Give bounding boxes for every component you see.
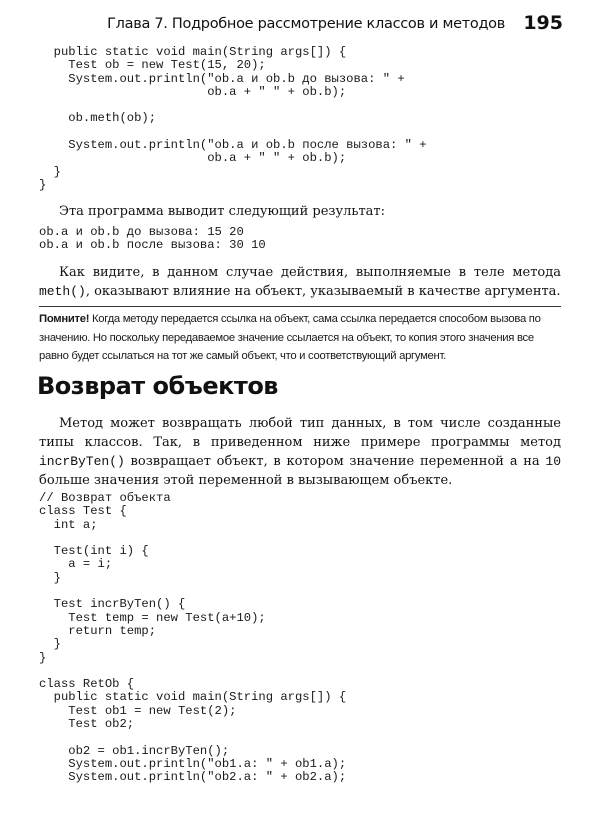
chapter-title: Глава 7. Подробное рассмотрение классов и методов xyxy=(107,16,505,32)
paragraph-effect-text: Как видите, в данном случае действия, выполняемые в теле метода xyxy=(59,265,561,280)
note-divider xyxy=(39,306,561,307)
page-header xyxy=(0,12,600,36)
paragraph-effect xyxy=(39,263,561,301)
program-output-block: ob.a и ob.b до вызова: 15 20 ob.a и ob.b после вызова: 30 10 xyxy=(39,225,266,253)
note-remember xyxy=(39,310,561,366)
paragraph-return-text-1: Метод может возвращать любой тип данных, в том числе созданные типы классов. Так, в приведенном ниже примере программы метод xyxy=(39,416,561,450)
inline-code-a: a xyxy=(509,454,518,469)
paragraph-effect-text-end: , оказывают влияние на объект, указываемый в качестве аргумента. xyxy=(85,284,561,299)
code-block-main-method: public static void main(String args[]) { Test ob = new Test(15, 20); System.out.println("ob.a и ob.b до вызова: " + ob.a + " " + ob.b); ob.meth(ob); System.out.println("ob.a и ob.b после вызова: " + ob.a + " " + ob.b); } } xyxy=(39,45,427,192)
inline-code-meth: meth() xyxy=(39,284,86,299)
code-block-return-object: // Возврат объекта class Test { int a; Test(int i) { a = i; } Test incrByTen() { Test temp = new Test(a+10); return temp; } } class RetOb { public static void main(String args[]) { Test ob1 = new Test(2); Test ob2; ob2 = ob1.incrByTen(); System.out.println("ob1.a: " + ob1.a); System.out.println("ob2.a: " + ob2.a); xyxy=(39,491,347,785)
note-text: Когда методу передается ссылка на объект, сама ссылка передается способом вызова по значению. Но поскольку передаваемое значение ссылается на объект, то копия этого значения все равно будет ссылаться на тот же самый объект, что и соответствующий аргумент. xyxy=(39,313,541,362)
paragraph-return-text-4: больше значения этой переменной в вызывающем объекте. xyxy=(39,473,453,488)
paragraph-output-intro: Эта программа выводит следующий результат: xyxy=(59,204,385,219)
inline-code-10: 10 xyxy=(545,454,561,469)
paragraph-return-text-3: на xyxy=(517,454,546,469)
note-label: Помните! xyxy=(39,313,90,325)
paragraph-return-text-2: возвращает объект, в котором значение переменной xyxy=(124,454,510,469)
section-title: Возврат объектов xyxy=(37,372,278,400)
page-number: 195 xyxy=(523,12,563,34)
inline-code-incrbyten: incrByTen() xyxy=(39,454,125,469)
paragraph-return-objects xyxy=(39,414,561,490)
